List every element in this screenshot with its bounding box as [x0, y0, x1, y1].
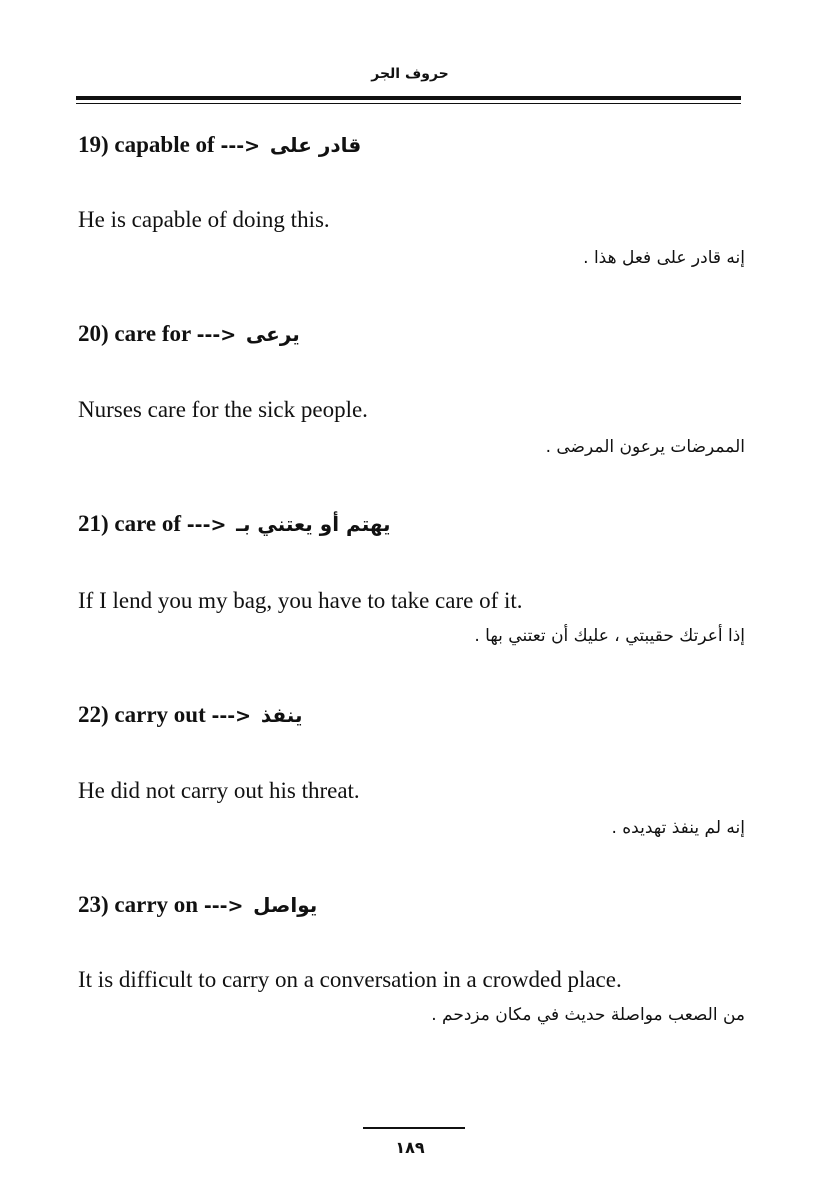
header-rule-thin [76, 103, 741, 104]
entry-heading [78, 131, 361, 160]
arabic-example: الممرضات يرعون المرضى . [545, 437, 745, 457]
entry-phrase: carry out [114, 702, 206, 727]
running-head: حروف الجر [371, 66, 449, 82]
english-example: He did not carry out his threat. [78, 778, 360, 803]
entry-heading [78, 891, 317, 920]
entry-number: 21) [78, 511, 109, 536]
entry-phrase: care of [114, 511, 182, 536]
entry-heading [78, 510, 391, 539]
entry-arabic-meaning: يواصل [253, 893, 318, 917]
arabic-example: إنه قادر على فعل هذا . [583, 248, 745, 268]
english-example: If I lend you my bag, you have to take care of it. [78, 588, 523, 613]
entry-heading [78, 701, 302, 730]
entry-number: 22) [78, 702, 109, 727]
entry-phrase: carry on [114, 892, 199, 917]
arrow-icon: ---> [196, 324, 237, 346]
entry-number: 23) [78, 892, 109, 917]
entry-number: 20) [78, 321, 109, 346]
entry-arabic-meaning: قادر على [269, 133, 362, 157]
arabic-example: من الصعب مواصلة حديث في مكان مزدحم . [431, 1005, 745, 1025]
entry-number: 19) [78, 132, 109, 157]
arabic-example: إذا أعرتك حقيبتي ، عليك أن تعتني بها . [474, 626, 745, 646]
entry-arabic-meaning: يرعى [245, 322, 300, 346]
arrow-icon: ---> [220, 135, 261, 157]
english-example: Nurses care for the sick people. [78, 397, 368, 422]
arabic-example: إنه لم ينفذ تهديده . [611, 818, 745, 838]
arrow-icon: ---> [186, 514, 227, 536]
page-number: ١٨٩ [395, 1138, 425, 1157]
entry-heading [78, 320, 300, 349]
arrow-icon: ---> [203, 895, 244, 917]
arrow-icon: ---> [211, 705, 252, 727]
header-rule-thick [76, 96, 741, 100]
english-example: He is capable of doing this. [78, 207, 330, 232]
entry-arabic-meaning: يهتم أو يعتني بـ [236, 512, 391, 536]
entry-arabic-meaning: ينفذ [260, 703, 303, 727]
english-example: It is difficult to carry on a conversation in a crowded place. [78, 967, 622, 992]
entry-phrase: capable of [114, 132, 215, 157]
entry-phrase: care for [114, 321, 191, 346]
footer-rule [363, 1127, 465, 1129]
